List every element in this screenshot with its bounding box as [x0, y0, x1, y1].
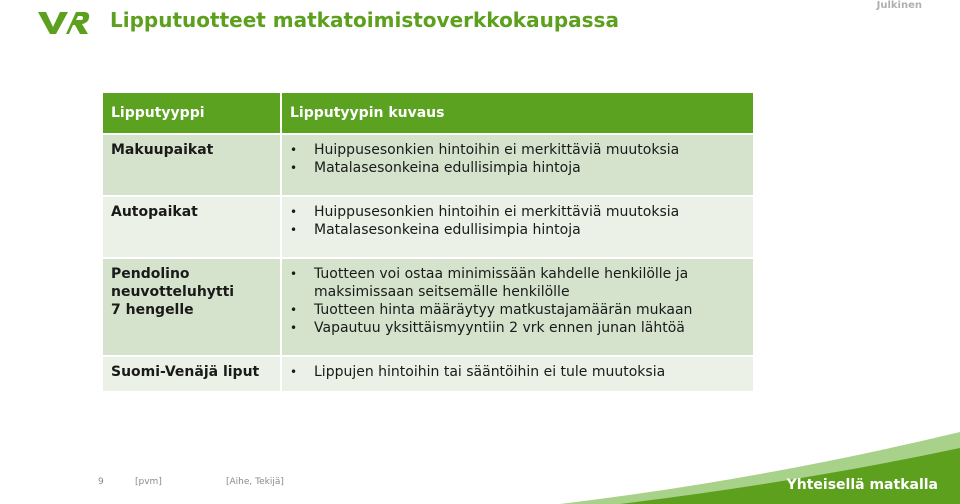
- ticket-type-cell: Autopaikat: [102, 196, 281, 258]
- column-header-type: Lipputyyppi: [102, 92, 281, 134]
- footer-topic: [Aihe, Tekijä]: [226, 477, 284, 487]
- ticket-type-line: Pendolino: [111, 266, 190, 282]
- ticket-description-cell: [281, 196, 754, 258]
- table-row: [102, 258, 754, 356]
- column-header-description: Lipputyypin kuvaus: [281, 92, 754, 134]
- ticket-description-cell: [281, 134, 754, 196]
- description-bullet: • Huippusesonkien hintoihin ei merkittäviä muutoksia: [290, 203, 745, 221]
- page-title: Lipputuotteet matkatoimistoverkkokaupassa: [110, 8, 619, 32]
- table-row: [102, 356, 754, 392]
- description-bullet: • Matalasesonkeina edullisimpia hintoja: [290, 221, 745, 239]
- ticket-description-cell: [281, 258, 754, 356]
- ticket-products-table: [101, 91, 755, 393]
- description-bullet: • Tuotteen hinta määräytyy matkustajamäärän mukaan: [290, 301, 745, 319]
- table-row: [102, 196, 754, 258]
- description-bullet: • Huippusesonkien hintoihin ei merkittäviä muutoksia: [290, 141, 745, 159]
- vr-logo-icon: [38, 10, 90, 36]
- ticket-type-line: neuvotteluhytti: [111, 284, 235, 300]
- footer-date: [pvm]: [135, 477, 162, 487]
- description-bullet: • Lippujen hintoihin tai sääntöihin ei tule muutoksia: [290, 363, 745, 381]
- ticket-type-line: 7 hengelle: [111, 302, 194, 318]
- ticket-description-cell: [281, 356, 754, 392]
- slogan: Yhteisellä matkalla: [786, 477, 938, 493]
- description-bullet: • Matalasesonkeina edullisimpia hintoja: [290, 159, 745, 177]
- ticket-type-cell: Suomi-Venäjä liput: [102, 356, 281, 392]
- table-header-row: [102, 92, 754, 134]
- table-row: [102, 134, 754, 196]
- ticket-type-cell: Makuupaikat: [102, 134, 281, 196]
- ticket-type-cell: [102, 258, 281, 356]
- description-bullet: • Tuotteen voi ostaa minimissään kahdelle henkilölle ja maksimissaan seitsemälle henkilölle: [290, 265, 745, 301]
- classification-label: Julkinen: [876, 0, 922, 11]
- page-number: 9: [98, 477, 104, 487]
- description-bullet: • Vapautuu yksittäismyyntiin 2 vrk ennen junan lähtöä: [290, 319, 745, 337]
